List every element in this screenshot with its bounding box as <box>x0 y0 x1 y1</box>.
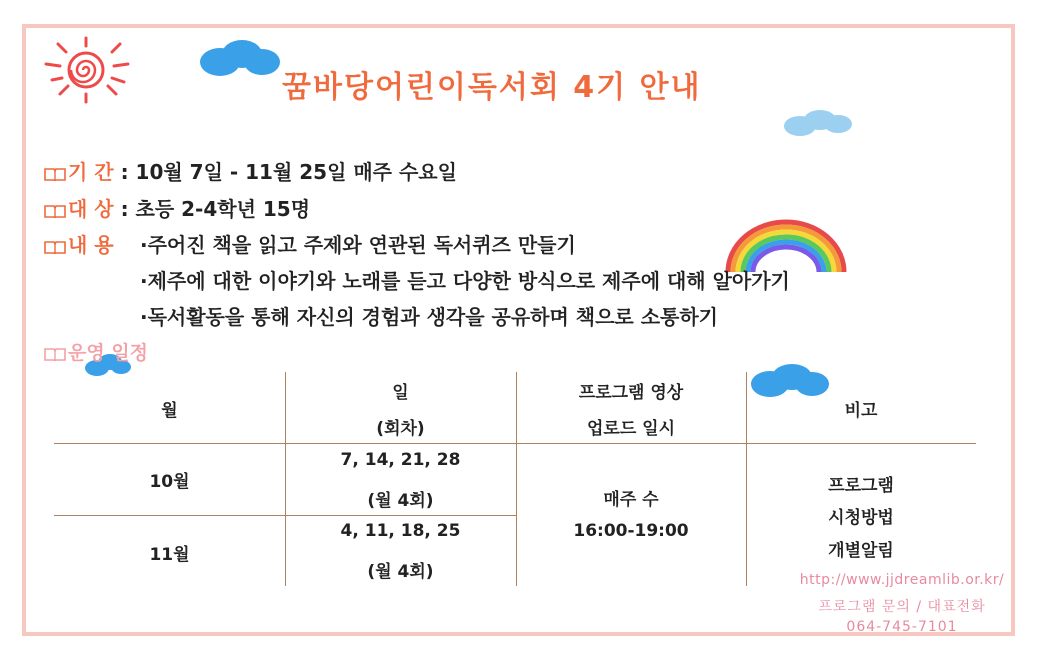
content-label: 내 용 <box>68 233 114 257</box>
cloud-icon <box>748 362 832 400</box>
schedule-title-text: 운영 일정 <box>68 342 149 364</box>
content-item: ·제주에 대한 이야기와 노래를 듣고 다양한 방식으로 제주에 대해 알아가기 <box>140 269 790 293</box>
table-row-days: 7, 14, 21, 28 <box>340 450 461 470</box>
table-row-month: 10월 <box>149 472 190 492</box>
header-upload: 프로그램 영상 <box>578 383 684 403</box>
table-row-days: 4, 11, 18, 25 <box>340 521 461 541</box>
header-upload-sub: 업로드 일시 <box>586 419 676 439</box>
content-item: ·독서활동을 통해 자신의 경험과 생각을 공유하며 책으로 소통하기 <box>140 305 718 329</box>
header-month: 월 <box>161 401 178 421</box>
table-column-divider <box>285 372 286 586</box>
header-day-sub: (회차) <box>376 419 425 439</box>
table-row-count: (월 4회) <box>367 562 434 582</box>
book-icon <box>44 347 66 361</box>
book-icon <box>44 167 66 181</box>
book-icon <box>44 240 66 254</box>
note-line: 개별알림 <box>828 541 894 561</box>
table-row-count: (월 4회) <box>367 491 434 511</box>
sun-icon <box>38 34 134 106</box>
table-row-month: 11월 <box>149 545 190 565</box>
library-url[interactable]: http://www.jjdreamlib.or.kr/ <box>799 572 1005 588</box>
note-line: 시청방법 <box>828 508 894 528</box>
period-label: 기 간 <box>68 160 114 184</box>
cloud-icon <box>196 38 284 78</box>
header-note: 비고 <box>844 401 878 421</box>
rainbow-icon <box>724 216 848 272</box>
upload-time: 16:00-19:00 <box>573 521 689 541</box>
schedule-title <box>44 338 148 365</box>
period-line <box>44 156 457 185</box>
target-value: : 초등 2-4학년 15명 <box>120 197 311 221</box>
target-line <box>44 193 310 222</box>
phone-number: 064-745-7101 <box>846 619 958 635</box>
note-line: 프로그램 <box>828 476 894 496</box>
table-column-divider <box>516 372 517 586</box>
content-item: ·주어진 책을 읽고 주제와 연관된 독서퀴즈 만들기 <box>140 233 576 257</box>
header-day: 일 <box>392 383 409 403</box>
table-header-divider <box>54 443 976 444</box>
period-value: : 10월 7일 - 11월 25일 매주 수요일 <box>120 160 457 184</box>
content-line <box>44 229 114 258</box>
page-title: 꿈바당어린이독서회 4기 안내 <box>282 70 702 105</box>
contact-label: 프로그램 문의 / 대표전화 <box>818 599 986 615</box>
book-icon <box>44 204 66 218</box>
upload-day: 매주 수 <box>603 490 659 510</box>
target-label: 대 상 <box>68 197 114 221</box>
cloud-icon <box>782 108 854 138</box>
